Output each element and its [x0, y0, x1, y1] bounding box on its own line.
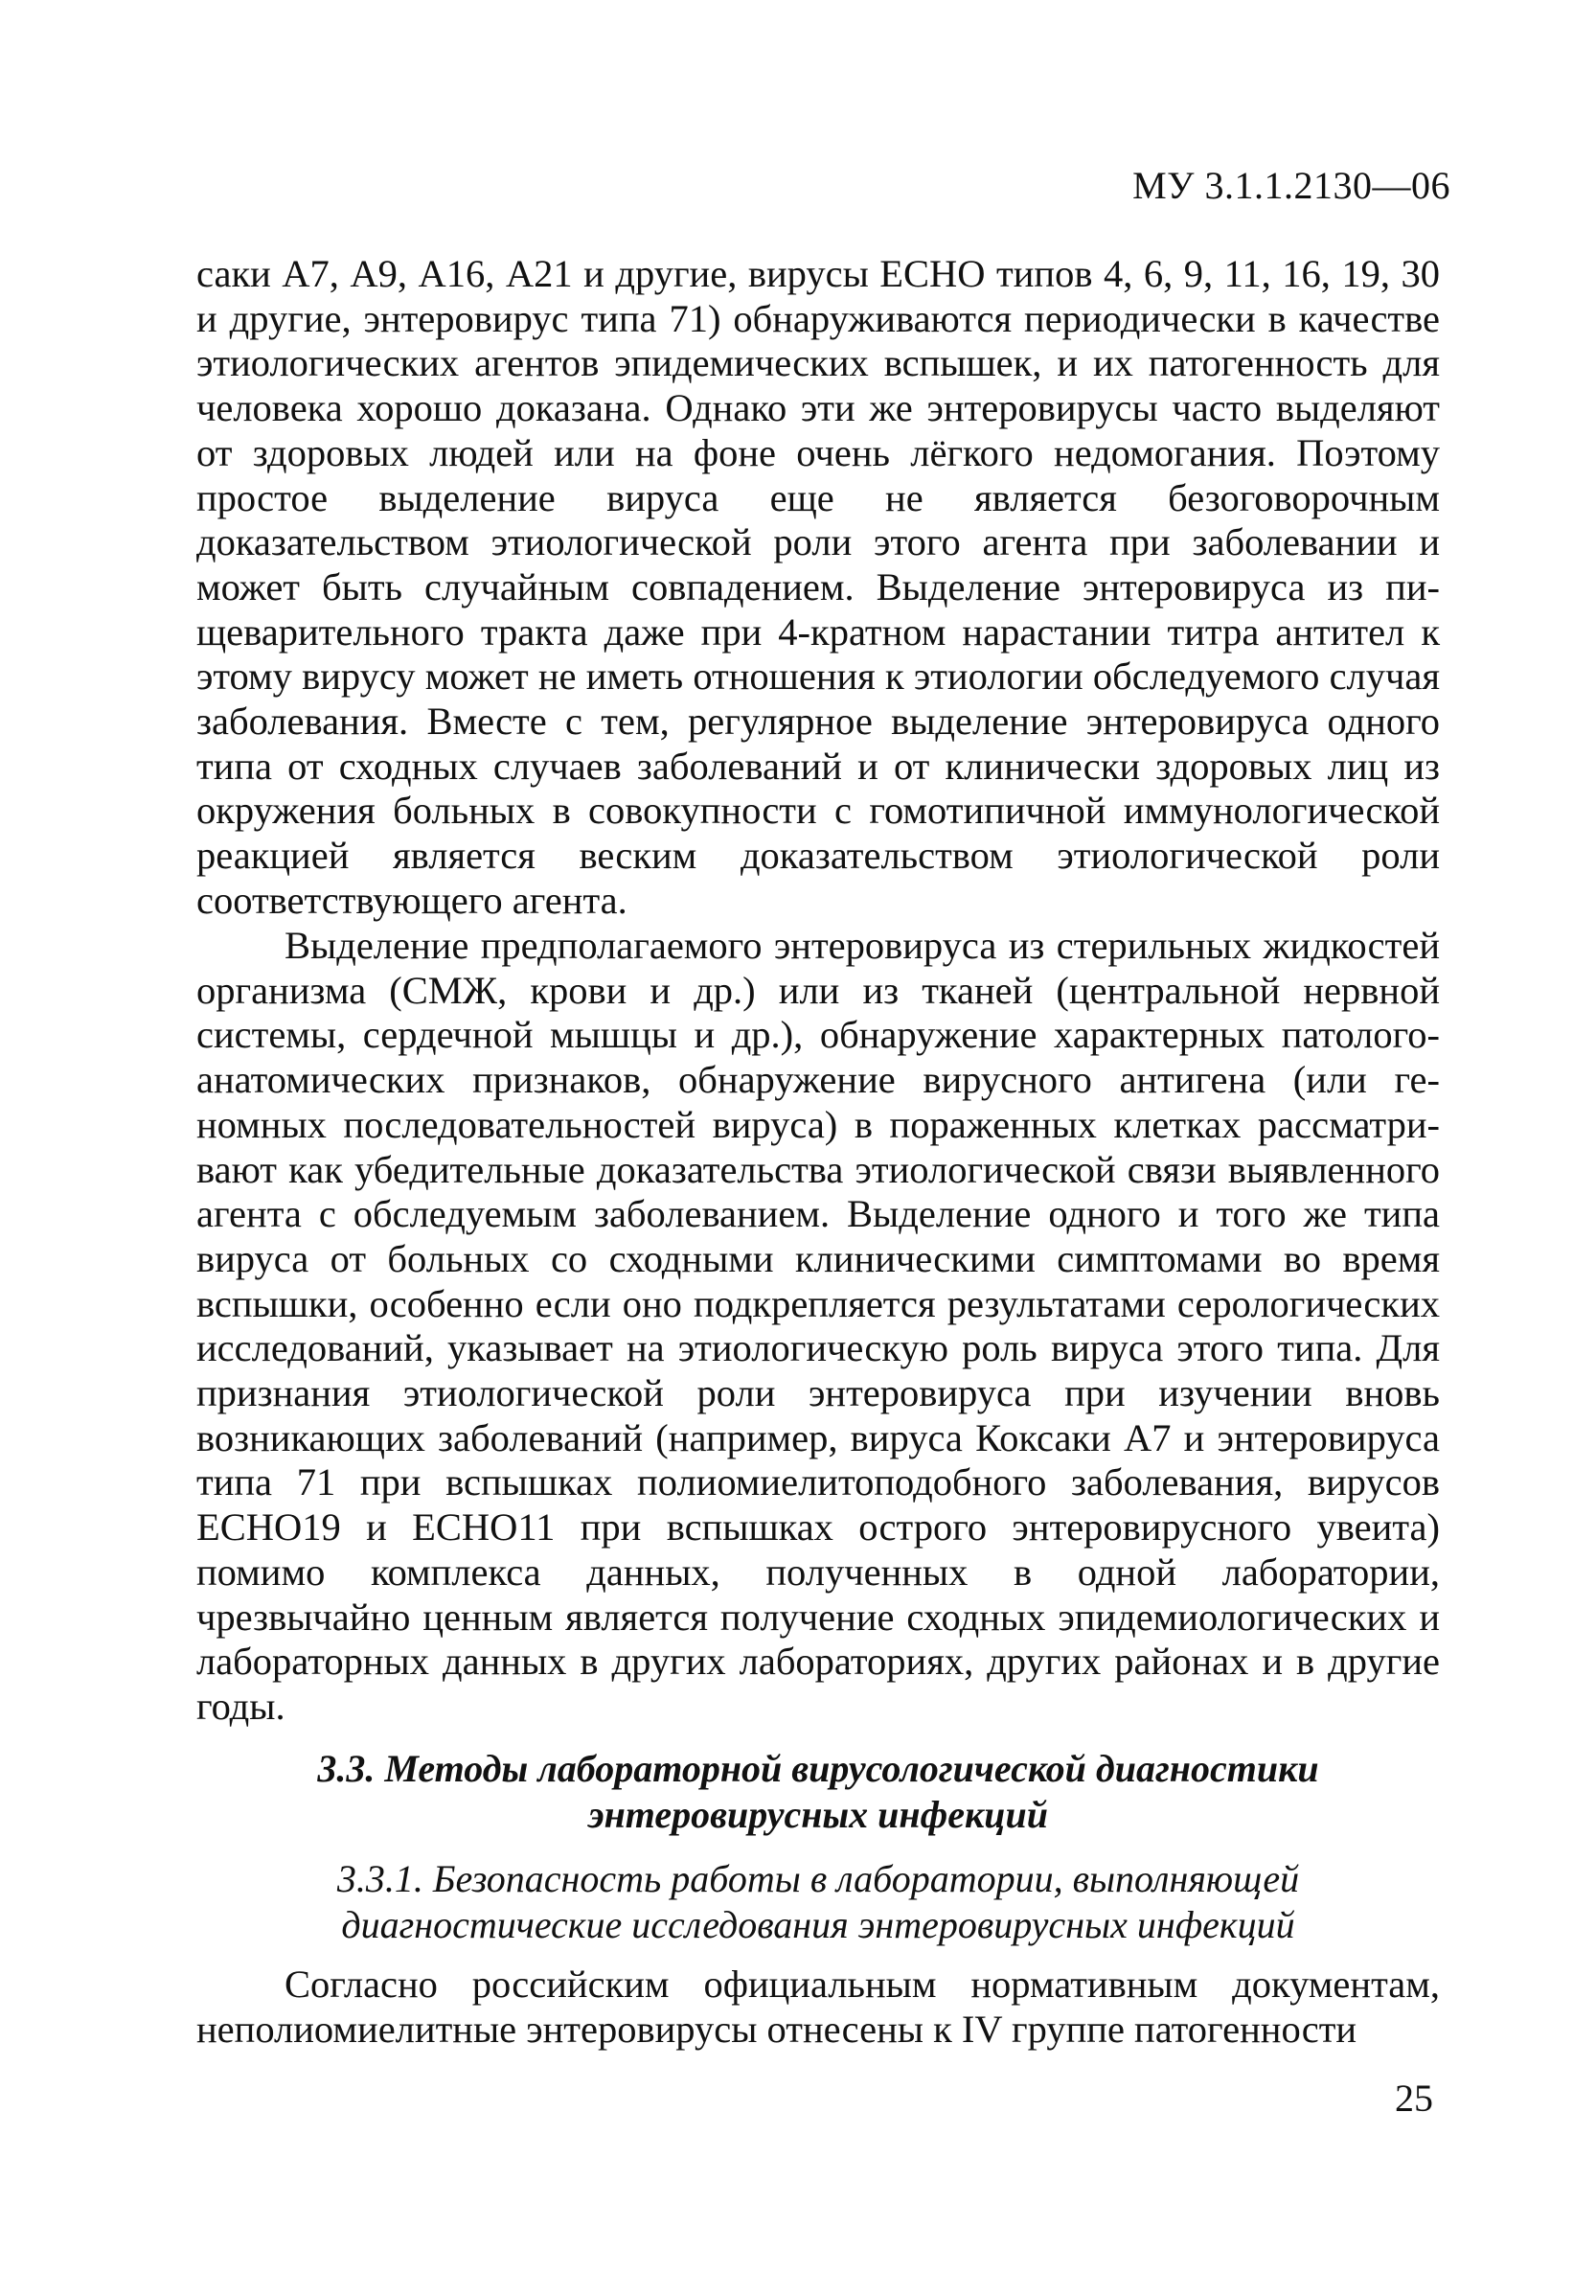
body-paragraph-3	[196, 1963, 1440, 2052]
paragraph-text: саки А7, А9, А16, А21 и другие, вирусы ECHO типов 4, 6, 9, 11, 16, 19, 30 и другие, энтеровирус типа 71) обнаруживаются периодически в качестве этиологических агентов эпидемических вспышек, и их патогенность для человека хорошо доказана. Однако эти же энтеровирусы часто выделяют от здоровых людей или на фоне очень лёгкого недомогания. Поэтому простое выделение вируса еще не является безоговорочным доказательством этиологической роли этого агента при заболевании и может быть случайным совпадением. Выделение энтеровируса из пищеварительного тракта даже при 4-кратном нарастании титра антител к этому вирусу может не иметь отношения к этиологии обследуемого случая заболевания. Вместе с тем, регулярное выделение энтеровируса одного типа от сходных случаев заболеваний и от клинически здоровых лиц из окружения больных в совокупности с гомотипичной иммунологической реакцией является веским доказательством этиологической роли соответствующего агента.	[196, 252, 1440, 922]
body-paragraph-2	[196, 924, 1440, 1730]
subsection-heading	[196, 1856, 1440, 1948]
subsection-heading-line-1: 3.3.1. Безопасность работы в лаборатории, выполняющей	[336, 1857, 1300, 1900]
paragraph-text: Выделение предполагаемого энтеровируса из стерильных жидкостей организма (СМЖ, крови и др.) или из тканей (центральной нервной системы, сердечной мышцы и др.), обнаружение характерных патологоанатомических признаков, обнаружение вирусного антигена (или геномных последовательностей вируса) в пораженных клетках рассматривают как убедительные доказательства этиологической связи выявленного агента с обследуемым заболеванием. Выделение одного и того же типа вируса от больных со сходными клиническими симптомами во время вспышки, особенно если оно подкрепляется результатами серологических исследований, указывает на этиологическую роль вируса этого типа. Для признания этиологической роли энтеровируса при изучении вновь возникающих заболеваний (например, вируса Коксаки А7 и энтеровируса типа 71 при вспышках полиомиелитоподобного заболевания, вирусов ECHO19 и ECHO11 при вспышках острого энтеровирусного увеита) помимо комплекса данных, полученных в одной лаборатории, чрезвычайно ценным является получение сходных эпидемиологических и лабораторных данных в других лабораториях, других районах и в другие годы.	[196, 924, 1440, 1728]
paragraph-text: Согласно российским официальным нормативным документам, неполиомиелитные энтеровирусы отнесены к IV группе патогенности	[196, 1963, 1440, 2051]
document-code: МУ 3.1.1.2130—06	[1132, 164, 1450, 207]
body-paragraph-1	[196, 252, 1440, 924]
section-heading-line-1: 3.3. Методы лабораторной вирусологической диагностики	[317, 1747, 1319, 1790]
subsection-heading-line-2: диагностические исследования энтеровирусных инфекций	[341, 1903, 1295, 1946]
section-heading-line-2: энтеровирусных инфекций	[587, 1793, 1049, 1836]
page-number: 25	[1395, 2077, 1433, 2120]
section-heading	[196, 1746, 1440, 1838]
